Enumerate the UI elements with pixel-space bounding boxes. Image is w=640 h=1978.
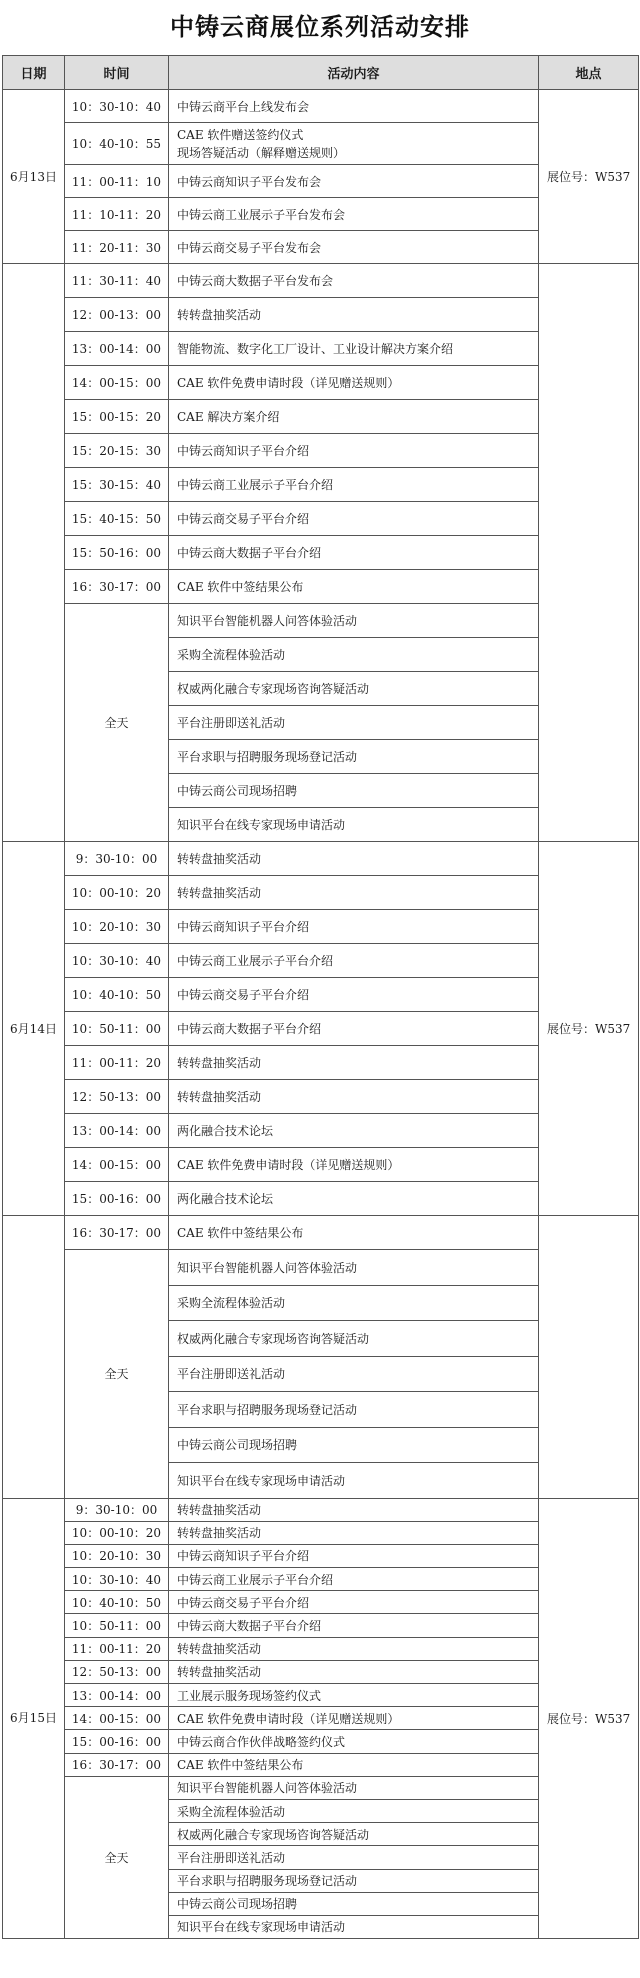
time-cell: 10：40-10：50 — [65, 978, 169, 1012]
activity-cell: CAE 解决方案介绍 — [169, 400, 539, 434]
activity-cell: 转转盘抽奖活动 — [169, 1637, 539, 1660]
activity-cell: 中铸云商大数据子平台介绍 — [169, 1012, 539, 1046]
date-cell: 6月15日 — [3, 1498, 65, 1939]
activity-cell: CAE 软件中签结果公布 — [169, 1216, 539, 1250]
header-row — [3, 56, 639, 90]
activity-cell: 中铸云商合作伙伴战略签约仪式 — [169, 1730, 539, 1753]
activity-cell: 中铸云商公司现场招聘 — [169, 1892, 539, 1915]
table-row — [3, 842, 639, 876]
time-cell: 11：00-11：10 — [65, 165, 169, 198]
activity-cell: 中铸云商工业展示子平台发布会 — [169, 198, 539, 231]
time-cell: 10：00-10：20 — [65, 1521, 169, 1544]
time-cell: 12：00-13：00 — [65, 298, 169, 332]
time-cell: 14：00-15：00 — [65, 366, 169, 400]
activity-cell: 采购全流程体验活动 — [169, 1285, 539, 1321]
header-location: 地点 — [539, 56, 639, 90]
activity-cell: 中铸云商平台上线发布会 — [169, 90, 539, 123]
activity-cell: 转转盘抽奖活动 — [169, 1080, 539, 1114]
activity-cell — [169, 123, 539, 165]
activity-cell: 平台注册即送礼活动 — [169, 706, 539, 740]
activity-cell: 转转盘抽奖活动 — [169, 842, 539, 876]
time-cell: 15：20-15：30 — [65, 434, 169, 468]
time-cell: 12：50-13：00 — [65, 1660, 169, 1683]
activity-cell: 平台求职与招聘服务现场登记活动 — [169, 1392, 539, 1428]
activity-line: 现场答疑活动（解释赠送规则） — [177, 145, 346, 160]
activity-cell: 知识平台智能机器人问答体验活动 — [169, 1250, 539, 1286]
time-cell: 10：20-10：30 — [65, 1544, 169, 1567]
activity-cell: 工业展示服务现场签约仪式 — [169, 1684, 539, 1707]
activity-cell: 中铸云商知识子平台发布会 — [169, 165, 539, 198]
activity-cell: 中铸云商工业展示子平台介绍 — [169, 1568, 539, 1591]
activity-cell: 中铸云商交易子平台介绍 — [169, 502, 539, 536]
activity-cell: 知识平台智能机器人问答体验活动 — [169, 1776, 539, 1799]
activity-cell: 转转盘抽奖活动 — [169, 298, 539, 332]
activity-cell: 中铸云商工业展示子平台介绍 — [169, 468, 539, 502]
time-cell: 11：20-11：30 — [65, 231, 169, 264]
time-cell: 15：50-16：00 — [65, 536, 169, 570]
activity-cell: 平台注册即送礼活动 — [169, 1356, 539, 1392]
time-cell: 15：30-15：40 — [65, 468, 169, 502]
time-cell: 10：30-10：40 — [65, 1568, 169, 1591]
activity-cell: 两化融合技术论坛 — [169, 1182, 539, 1216]
allday-label: 全天 — [65, 1250, 169, 1499]
time-cell: 16：30-17：00 — [65, 1216, 169, 1250]
header-time: 时间 — [65, 56, 169, 90]
allday-label: 全天 — [65, 604, 169, 842]
time-cell: 9：30-10：00 — [65, 842, 169, 876]
activity-cell: 中铸云商大数据子平台发布会 — [169, 264, 539, 298]
activity-cell: 权威两化融合专家现场咨询答疑活动 — [169, 1321, 539, 1357]
activity-cell: CAE 软件中签结果公布 — [169, 570, 539, 604]
activity-cell: 中铸云商知识子平台介绍 — [169, 434, 539, 468]
location-cell: 展位号：W537 — [539, 1498, 639, 1939]
time-cell: 10：40-10：55 — [65, 123, 169, 165]
activity-cell: 转转盘抽奖活动 — [169, 1521, 539, 1544]
page-title: 中铸云商展位系列活动安排 — [170, 13, 470, 41]
time-cell: 16：30-17：00 — [65, 570, 169, 604]
activity-cell: 权威两化融合专家现场咨询答疑活动 — [169, 1823, 539, 1846]
activity-cell: 中铸云商交易子平台介绍 — [169, 978, 539, 1012]
time-cell: 10：50-11：00 — [65, 1614, 169, 1637]
activity-cell: CAE 软件免费申请时段（详见赠送规则） — [169, 1148, 539, 1182]
table-row — [3, 1498, 639, 1521]
table-row — [3, 1216, 639, 1250]
activity-cell: 知识平台在线专家现场申请活动 — [169, 1915, 539, 1938]
time-cell: 14：00-15：00 — [65, 1707, 169, 1730]
time-cell: 15：00-16：00 — [65, 1182, 169, 1216]
activity-cell: CAE 软件中签结果公布 — [169, 1753, 539, 1776]
time-cell: 11：00-11：20 — [65, 1046, 169, 1080]
date-cell-empty — [3, 1216, 65, 1499]
activity-cell: 采购全流程体验活动 — [169, 638, 539, 672]
time-cell: 14：00-15：00 — [65, 1148, 169, 1182]
activity-line: CAE 软件赠送签约仪式 — [177, 127, 304, 142]
activity-cell: 转转盘抽奖活动 — [169, 1498, 539, 1521]
activity-cell: 采购全流程体验活动 — [169, 1799, 539, 1822]
activity-cell: 中铸云商大数据子平台介绍 — [169, 1614, 539, 1637]
activity-cell: 中铸云商公司现场招聘 — [169, 774, 539, 808]
time-cell: 13：00-14：00 — [65, 332, 169, 366]
schedule-table — [2, 55, 639, 1939]
activity-cell: 知识平台智能机器人问答体验活动 — [169, 604, 539, 638]
time-cell: 10：20-10：30 — [65, 910, 169, 944]
activity-cell: CAE 软件免费申请时段（详见赠送规则） — [169, 1707, 539, 1730]
time-cell: 10：50-11：00 — [65, 1012, 169, 1046]
activity-cell: 平台求职与招聘服务现场登记活动 — [169, 740, 539, 774]
time-cell: 10：40-10：50 — [65, 1591, 169, 1614]
activity-cell: 知识平台在线专家现场申请活动 — [169, 1463, 539, 1499]
activity-cell: 平台求职与招聘服务现场登记活动 — [169, 1869, 539, 1892]
schedule-body — [3, 90, 639, 1939]
activity-cell: 转转盘抽奖活动 — [169, 1660, 539, 1683]
activity-cell: 权威两化融合专家现场咨询答疑活动 — [169, 672, 539, 706]
activity-cell: 中铸云商知识子平台介绍 — [169, 910, 539, 944]
time-cell: 16：30-17：00 — [65, 1753, 169, 1776]
time-cell: 15：00-16：00 — [65, 1730, 169, 1753]
time-cell: 10：30-10：40 — [65, 944, 169, 978]
header-date: 日期 — [3, 56, 65, 90]
time-cell: 15：00-15：20 — [65, 400, 169, 434]
time-cell: 15：40-15：50 — [65, 502, 169, 536]
activity-cell: 中铸云商公司现场招聘 — [169, 1427, 539, 1463]
activity-cell: 中铸云商大数据子平台介绍 — [169, 536, 539, 570]
activity-cell: 中铸云商交易子平台介绍 — [169, 1591, 539, 1614]
time-cell: 11：30-11：40 — [65, 264, 169, 298]
activity-cell: 平台注册即送礼活动 — [169, 1846, 539, 1869]
table-row — [3, 264, 639, 298]
date-cell: 6月14日 — [3, 842, 65, 1216]
activity-cell: 中铸云商知识子平台介绍 — [169, 1544, 539, 1567]
allday-label: 全天 — [65, 1776, 169, 1938]
activity-cell: 知识平台在线专家现场申请活动 — [169, 808, 539, 842]
time-cell: 13：00-14：00 — [65, 1114, 169, 1148]
activity-cell: 中铸云商交易子平台发布会 — [169, 231, 539, 264]
location-cell-empty — [539, 1216, 639, 1499]
location-cell-empty — [539, 264, 639, 842]
time-cell: 13：00-14：00 — [65, 1684, 169, 1707]
activity-cell: 智能物流、数字化工厂设计、工业设计解决方案介绍 — [169, 332, 539, 366]
header-activity: 活动内容 — [169, 56, 539, 90]
activity-cell: 转转盘抽奖活动 — [169, 876, 539, 910]
activity-cell: CAE 软件免费申请时段（详见赠送规则） — [169, 366, 539, 400]
table-row — [3, 90, 639, 123]
time-cell: 11：00-11：20 — [65, 1637, 169, 1660]
activity-cell: 中铸云商工业展示子平台介绍 — [169, 944, 539, 978]
time-cell: 11：10-11：20 — [65, 198, 169, 231]
location-cell: 展位号：W537 — [539, 90, 639, 264]
time-cell: 10：30-10：40 — [65, 90, 169, 123]
activity-cell: 转转盘抽奖活动 — [169, 1046, 539, 1080]
time-cell: 9：30-10：00 — [65, 1498, 169, 1521]
activity-cell: 两化融合技术论坛 — [169, 1114, 539, 1148]
date-cell-empty — [3, 264, 65, 842]
time-cell: 10：00-10：20 — [65, 876, 169, 910]
date-cell: 6月13日 — [3, 90, 65, 264]
location-cell: 展位号：W537 — [539, 842, 639, 1216]
time-cell: 12：50-13：00 — [65, 1080, 169, 1114]
